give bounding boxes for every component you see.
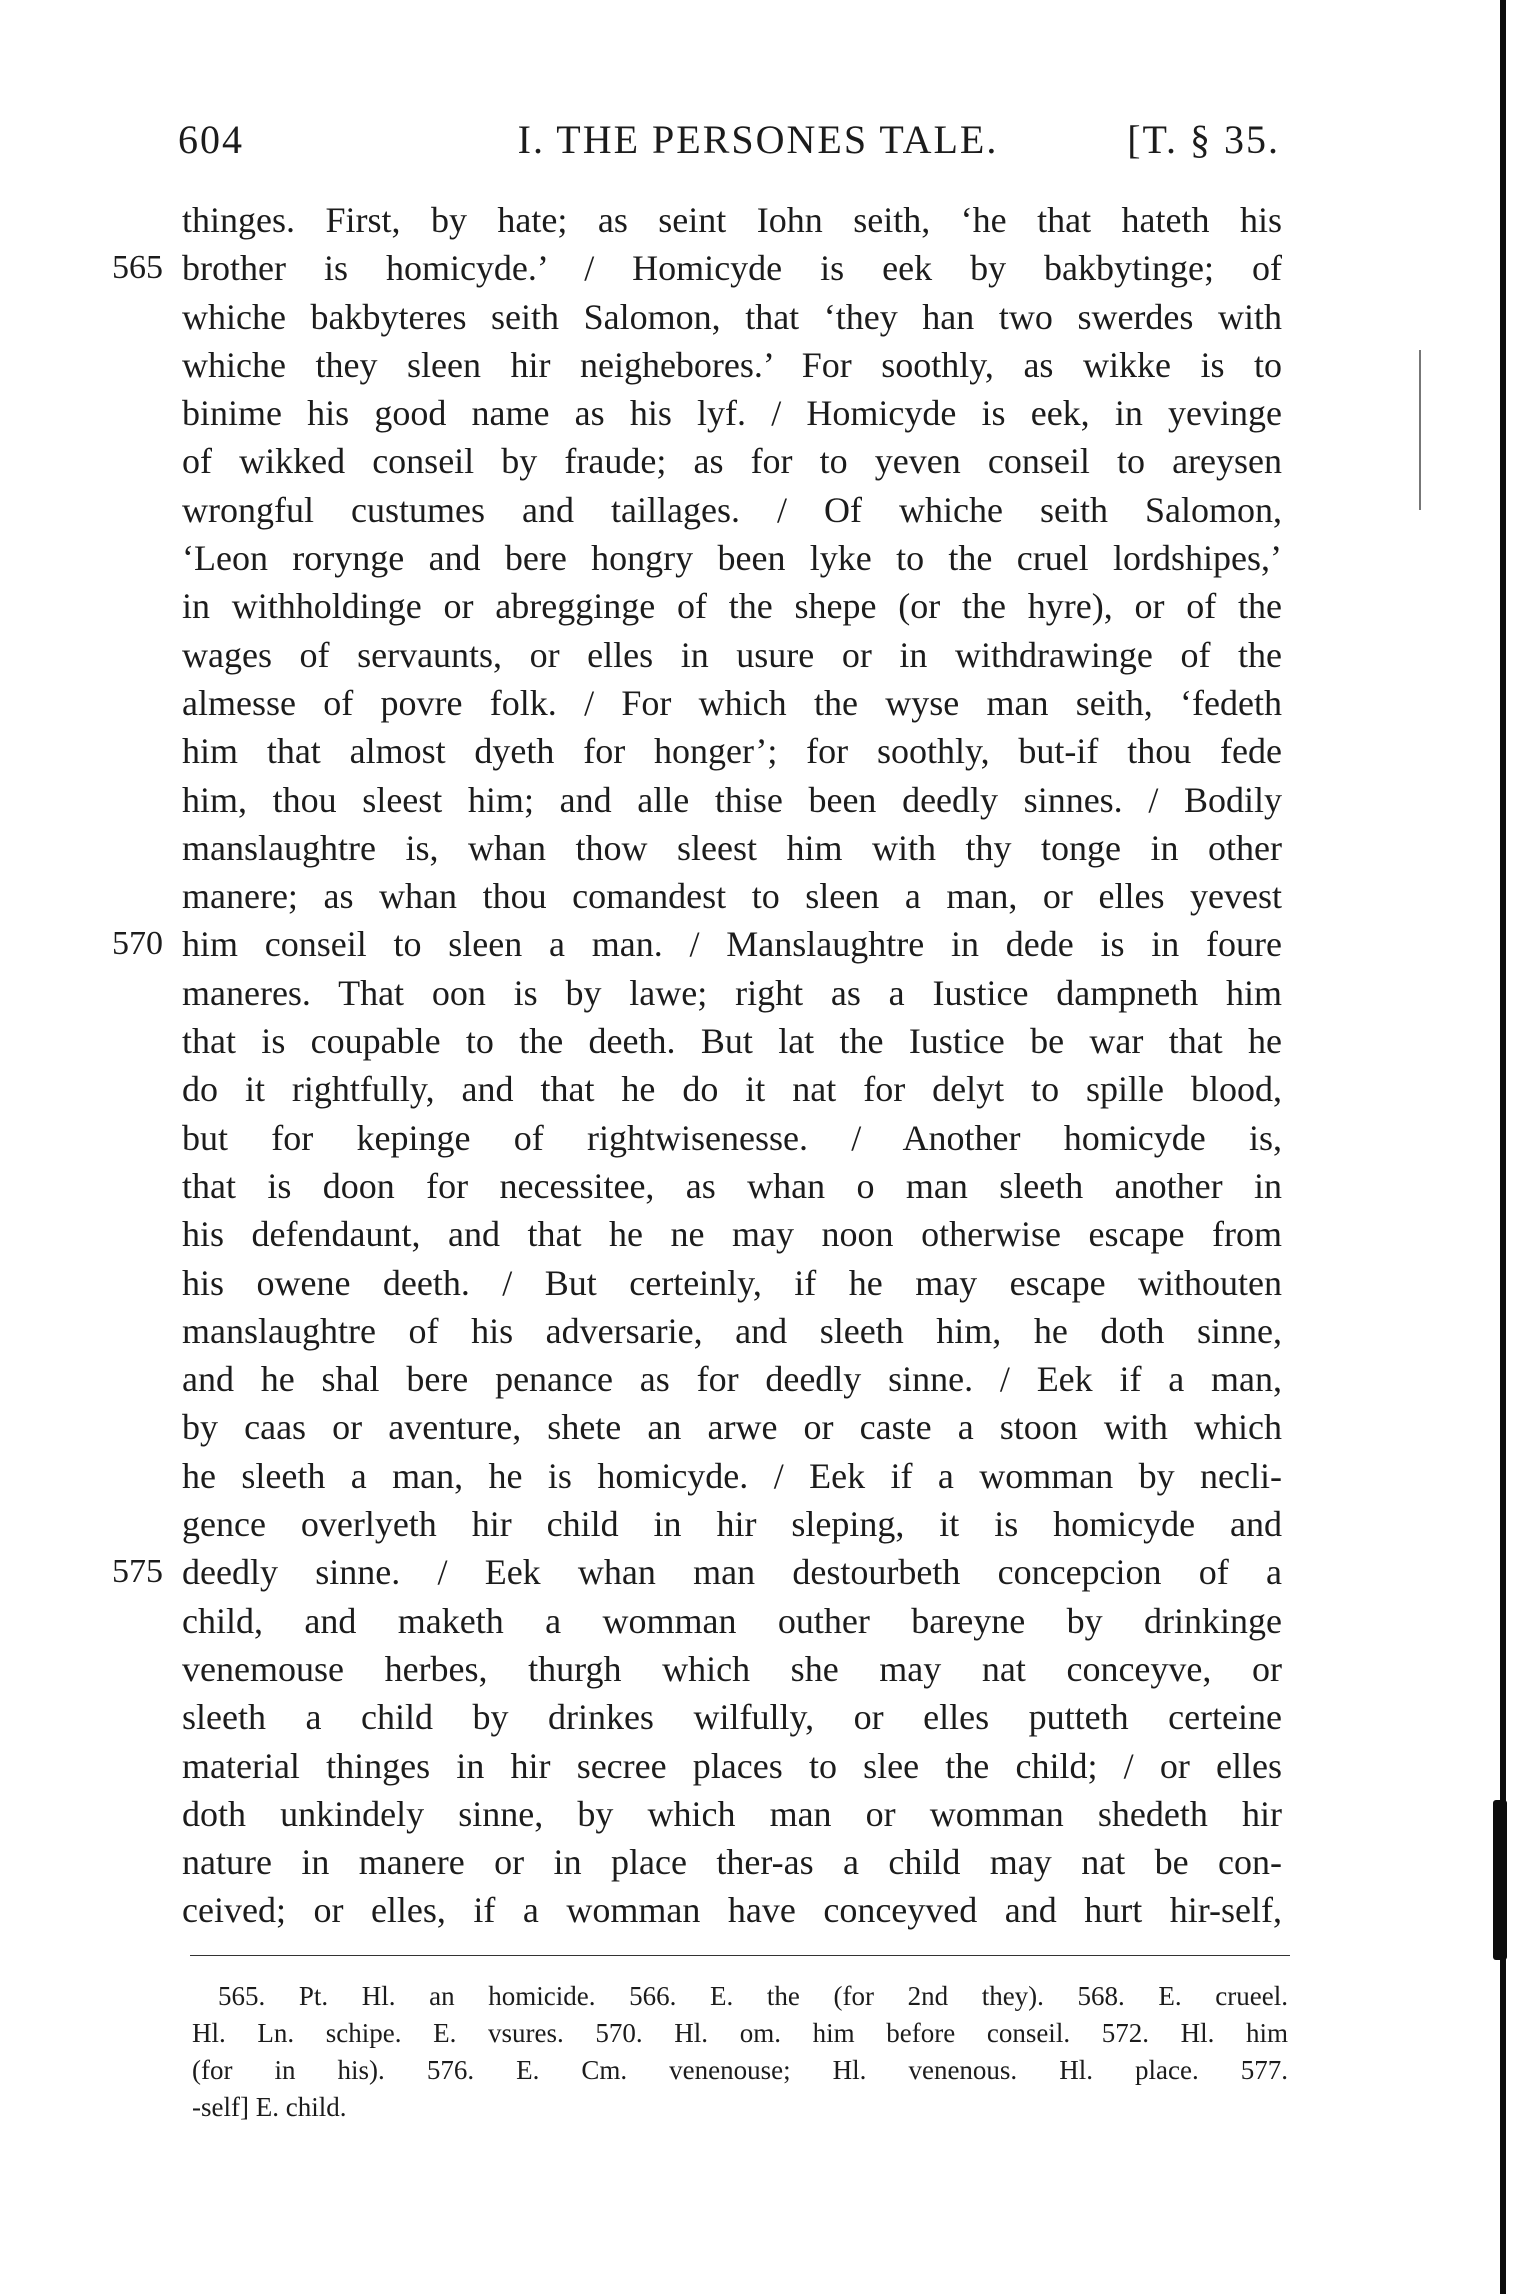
text-line: he sleeth a man, he is homicyde. / Eek if a womman by necli- (182, 1455, 1282, 1496)
text-line: do it rightfully, and that he do it nat for delyt to spille blood, (182, 1069, 1282, 1110)
page-edge-shadow-thick (1493, 1800, 1507, 1960)
text-line: 570 him conseil to sleen a man. / Manslaughtre in dede is in foure (182, 920, 1282, 968)
text-line: that is coupable to the deeth. But lat the Iustice be war that he (182, 1021, 1282, 1062)
text-line: 565 brother is homicyde.’ / Homicyde is eek by bakbytinge; of (182, 244, 1282, 292)
text-line: and he shal bere penance as for deedly sinne. / Eek if a man, (182, 1359, 1282, 1400)
text-line: thinges. First, by hate; as seint Iohn seith, ‘he that hateth his (182, 200, 1282, 240)
text-line: manslaughtre is, whan thow sleest him with thy tonge in other (182, 827, 1282, 868)
text-line: whiche bakbyteres seith Salomon, that ‘they han two swerdes with (182, 296, 1282, 337)
page-header (178, 112, 1280, 168)
text-line: almesse of povre folk. / For which the wyse man seith, ‘fedeth (182, 682, 1282, 723)
text-line: material thinges in hir secree places to slee the child; / or elles (182, 1745, 1282, 1786)
text-line: whiche they sleen hir neighebores.’ For soothly, as wikke is to (182, 344, 1282, 385)
text-line: sleeth a child by drinkes wilfully, or elles putteth certeine (182, 1697, 1282, 1738)
footnotes (192, 1978, 1288, 2126)
text-line: wages of servaunts, or elles in usure or in withdrawinge of the (182, 634, 1282, 675)
text-line: nature in manere or in place ther-as a child may nat be con- (182, 1842, 1282, 1883)
running-title: I. THE PERSONES TALE. (517, 117, 999, 162)
text-line: of wikked conseil by fraude; as for to yeven conseil to areysen (182, 441, 1282, 482)
text-line: manslaughtre of his adversarie, and sleeth him, he doth sinne, (182, 1310, 1282, 1351)
text-line: binime his good name as his lyf. / Homicyde is eek, in yevinge (182, 393, 1282, 434)
line-number: 565 (112, 249, 163, 287)
text-line: by caas or aventure, shete an arwe or caste a stoon with which (182, 1407, 1282, 1448)
margin-mark (1419, 350, 1421, 510)
main-text (112, 196, 1282, 1935)
footnote-line: 565. Pt. Hl. an homicide. 566. E. the (for 2nd they). 568. E. crueel. (218, 1981, 1288, 2011)
text-line: maneres. That oon is by lawe; right as a Iustice dampneth him (182, 972, 1282, 1013)
line-number: 570 (112, 925, 163, 963)
footnote-line: -self] E. child. (192, 2092, 347, 2122)
text-line: child, and maketh a womman outher bareyne by drinkinge (182, 1600, 1282, 1641)
text-line: but for kepinge of rightwisenesse. / Another homicyde is, (182, 1117, 1282, 1158)
text-line: ‘Leon rorynge and bere hongry been lyke to the cruel lordshipes,’ (182, 538, 1282, 579)
text-line: that is doon for necessitee, as whan o man sleeth another in (182, 1165, 1282, 1206)
page-number: 604 (178, 117, 244, 162)
text-line: his owene deeth. / But certeinly, if he may escape withouten (182, 1262, 1282, 1303)
text-line: ceived; or elles, if a womman have conceyved and hurt hir-self, (182, 1890, 1282, 1931)
footnote-line: Hl. Ln. schipe. E. vsures. 570. Hl. om. him before conseil. 572. Hl. him (192, 2018, 1288, 2048)
line-number: 575 (112, 1553, 163, 1591)
text-line: 575 deedly sinne. / Eek whan man destourbeth concepcion of a (182, 1548, 1282, 1596)
footnote-divider (190, 1955, 1290, 1956)
footnote-line: (for in his). 576. E. Cm. venenouse; Hl. venenous. Hl. place. 577. (192, 2055, 1288, 2085)
text-line: gence overlyeth hir child in hir sleping, it is homicyde and (182, 1504, 1282, 1545)
section-reference: [T. § 35. (1127, 117, 1280, 162)
text-line: him, thou sleest him; and alle thise been deedly sinnes. / Bodily (182, 779, 1282, 820)
text-line: in withholdinge or abregginge of the shepe (or the hyre), or of the (182, 586, 1282, 627)
text-line: manere; as whan thou comandest to sleen a man, or elles yevest (182, 876, 1282, 917)
text-line: wrongful custumes and taillages. / Of whiche seith Salomon, (182, 489, 1282, 530)
text-line: venemouse herbes, thurgh which she may nat conceyve, or (182, 1648, 1282, 1689)
text-line: doth unkindely sinne, by which man or womman shedeth hir (182, 1793, 1282, 1834)
text-line: his defendaunt, and that he ne may noon otherwise escape from (182, 1214, 1282, 1255)
text-line: him that almost dyeth for honger’; for soothly, but-if thou fede (182, 731, 1282, 772)
